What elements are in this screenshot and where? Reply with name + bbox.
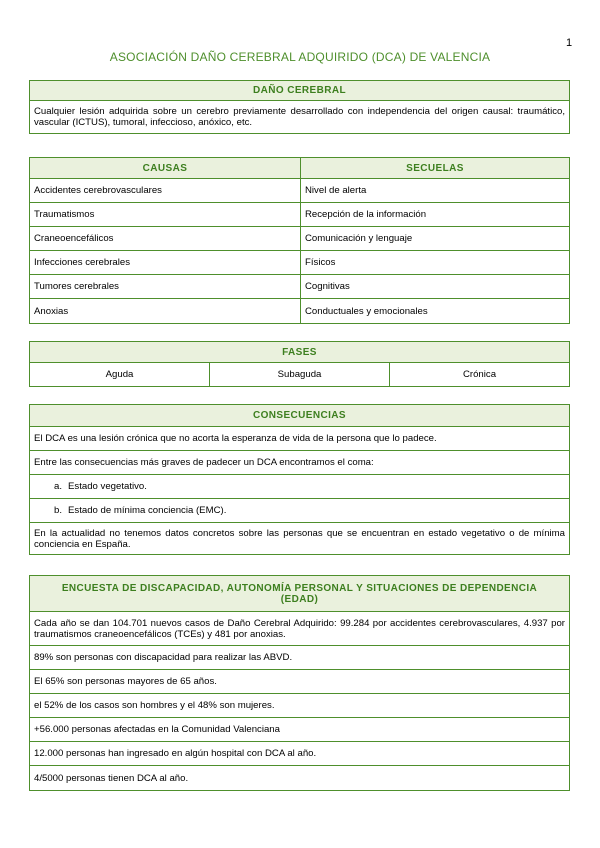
fase-item: Aguda (105, 369, 134, 380)
consecuencias-heading: CONSECUENCIAS (30, 405, 569, 427)
secuela-item: Nivel de alerta (301, 179, 569, 203)
secuela-item: Comunicación y lenguaje (301, 227, 569, 251)
list-item (30, 475, 569, 499)
list-item-text: Estado vegetativo. (68, 481, 147, 492)
encuesta-row: el 52% de los casos son hombres y el 48% son mujeres. (30, 694, 569, 718)
causa-item: Infecciones cerebrales (30, 251, 300, 275)
consecuencias-paragraph: Entre las consecuencias más graves de padecer un DCA encontramos el coma: (30, 451, 569, 475)
fase-item: Crónica (389, 363, 569, 386)
list-marker: a. (54, 481, 63, 492)
encuesta-row: +56.000 personas afectadas en la Comunidad Valenciana (30, 718, 569, 742)
consecuencias-paragraph: El DCA es una lesión crónica que no acorta la esperanza de vida de la persona que lo padece. (30, 427, 569, 451)
dano-cerebral-definition: Cualquier lesión adquirida sobre un cerebro previamente desarrollado con independencia del origen causal: traumático, vascular (ICTUS), tumoral, infeccioso, anóxico, etc. (34, 106, 565, 128)
encuesta-row: El 65% son personas mayores de 65 años. (30, 670, 569, 694)
causas-heading: CAUSAS (30, 158, 300, 179)
consecuencias-table (29, 404, 570, 555)
encuesta-row: 4/5000 personas tienen DCA al año. (34, 772, 189, 784)
dano-cerebral-heading: DAÑO CEREBRAL (30, 81, 569, 101)
encuesta-edad-table (29, 575, 570, 791)
encuesta-row: Cada año se dan 104.701 nuevos casos de Daño Cerebral Adquirido: 99.284 por accidentes cerebrovasculares, 4.937 por traumatismos craneoencefálicos (TCEs) y 481 por anoxias. (30, 612, 569, 646)
causa-item: Accidentes cerebrovasculares (30, 179, 300, 203)
list-item-text: Estado de mínima conciencia (EMC). (68, 505, 227, 516)
secuela-item: Cognitivas (301, 275, 569, 299)
list-marker: b. (54, 505, 63, 516)
secuela-item: Físicos (301, 251, 569, 275)
secuela-item: Recepción de la información (301, 203, 569, 227)
encuesta-row: 12.000 personas han ingresado en algún hospital con DCA al año. (30, 742, 569, 766)
secuelas-column (300, 158, 569, 323)
causas-column (30, 158, 300, 323)
dano-cerebral-table (29, 80, 570, 134)
page-number: 1 (566, 37, 573, 49)
fases-heading: FASES (30, 342, 569, 363)
document-title: ASOCIACIÓN DAÑO CEREBRAL ADQUIRIDO (DCA) DE VALENCIA (109, 50, 491, 64)
fase-item: Subaguda (209, 363, 389, 386)
secuela-item: Conductuales y emocionales (305, 305, 428, 317)
list-item (30, 499, 569, 523)
secuelas-heading: SECUELAS (301, 158, 569, 179)
consecuencias-paragraph: En la actualidad no tenemos datos concretos sobre las personas que se encuentran en estado vegetativo o de mínima conciencia en España. (34, 527, 565, 550)
causas-secuelas-table (29, 157, 570, 324)
causa-item: Tumores cerebrales (30, 275, 300, 299)
causa-item: Traumatismos (30, 203, 300, 227)
encuesta-row: 89% son personas con discapacidad para realizar las ABVD. (30, 646, 569, 670)
causa-item: Anoxias (34, 305, 69, 317)
encuesta-heading: ENCUESTA DE DISCAPACIDAD, AUTONOMÍA PERSONAL Y SITUACIONES DE DEPENDENCIA (EDAD) (30, 576, 569, 612)
causa-item: Craneoencefálicos (30, 227, 300, 251)
fases-table (29, 341, 570, 387)
